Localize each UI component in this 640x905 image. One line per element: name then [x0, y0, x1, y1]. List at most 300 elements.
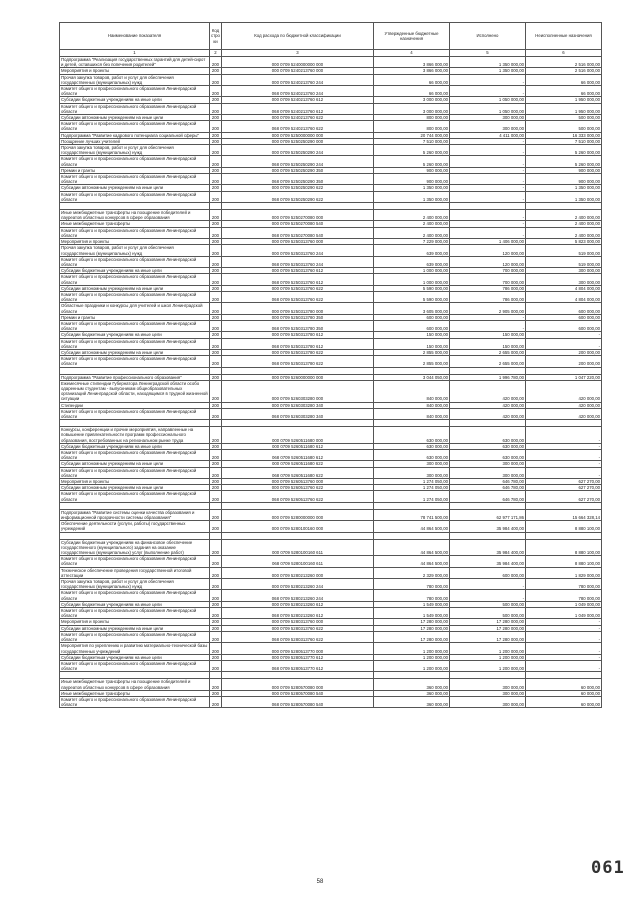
row-approved-cell: 1 549 000,00 — [374, 608, 450, 619]
row-name-cell: Субсидии бюджетным учреждениям на иные цели — [60, 332, 210, 338]
header-classification: Код расхода по бюджетной классификации — [222, 23, 374, 50]
row-executed-cell: 1 350 000,00 — [450, 57, 526, 68]
row-name-cell: Иные межбюджетные трансферты — [60, 221, 210, 227]
header-unexecuted: Неисполненные назначения — [526, 23, 602, 50]
table-row — [60, 338, 602, 349]
row-name-cell: Субсидии автономным учреждениям на иные цели — [60, 185, 210, 191]
row-classification-cell: 068 0709 5250250290 350 — [222, 174, 374, 185]
row-classification-cell: 000 0709 5280513770 000 — [222, 643, 374, 654]
row-unexecuted-cell: 2 400 000,00 — [526, 221, 602, 227]
row-classification-cell: 000 0709 5240213760 612 — [222, 97, 374, 103]
table-row — [60, 210, 602, 221]
row-unexecuted-cell: 60 000,00 — [526, 679, 602, 690]
row-name-cell: Прочая закупка товаров, работ и услуг для обеспечения государственных (муниципальных) нужд — [60, 145, 210, 156]
row-name-cell: Комитет общего и профессионального образования Ленинградской области — [60, 631, 210, 642]
table-row — [60, 274, 602, 285]
row-line-code-cell: 200 — [210, 625, 222, 631]
row-executed-cell: - — [450, 185, 526, 191]
table-row — [60, 590, 602, 601]
row-approved-cell: 7 229 000,00 — [374, 239, 450, 245]
header-line-code: Код стро ки — [210, 23, 222, 50]
spacer-cell — [526, 420, 602, 427]
row-approved-cell: 630 000,00 — [374, 450, 450, 461]
column-number: 4 — [374, 50, 450, 57]
row-line-code-cell: 200 — [210, 631, 222, 642]
row-unexecuted-cell: 66 000,00 — [526, 86, 602, 97]
row-approved-cell: 150 000,00 — [374, 338, 450, 349]
table-row — [60, 145, 602, 156]
row-classification-cell: 068 0709 5280100160 611 — [222, 556, 374, 567]
row-unexecuted-cell: 2 516 000,00 — [526, 57, 602, 68]
row-classification-cell: 000 0709 5250313780 612 — [222, 332, 374, 338]
row-name-cell: Комитет общего и профессионального образования Ленинградской области — [60, 256, 210, 267]
row-line-code-cell: 200 — [210, 608, 222, 619]
row-name-cell: Субсидии автономным учреждениям на иные цели — [60, 461, 210, 467]
row-name-cell: Мероприятия и проекты — [60, 479, 210, 485]
row-approved-cell: 600 000,00 — [374, 314, 450, 320]
row-approved-cell: 2 855 000,00 — [374, 349, 450, 355]
row-name-cell: Комитет общего и профессионального образования Ленинградской области — [60, 660, 210, 671]
row-approved-cell: 900 000,00 — [374, 167, 450, 173]
row-approved-cell: 1 350 000,00 — [374, 185, 450, 191]
spacer-cell — [374, 420, 450, 427]
row-approved-cell: 2 400 000,00 — [374, 221, 450, 227]
row-classification-cell: 000 0709 5260513760 622 — [222, 485, 374, 491]
row-name-cell: Комитет общего и профессионального образования Ленинградской области — [60, 338, 210, 349]
row-classification-cell: 000 0709 5250270080 000 — [222, 210, 374, 221]
row-executed-cell: 420 000,00 — [450, 402, 526, 408]
spacer-row — [60, 532, 602, 539]
table-row — [60, 380, 602, 402]
row-classification-cell: 000 0709 5280000000 000 — [222, 509, 374, 520]
row-line-code-cell: 200 — [210, 509, 222, 520]
row-unexecuted-cell: - — [526, 332, 602, 338]
column-number: 3 — [222, 50, 374, 57]
row-executed-cell: 300 000,00 — [450, 679, 526, 690]
table-row — [60, 643, 602, 654]
spacer-cell — [374, 532, 450, 539]
row-executed-cell: 300 000,00 — [450, 461, 526, 467]
row-name-cell: Комитет общего и профессионального образования Ленинградской области — [60, 274, 210, 285]
row-unexecuted-cell: 200 000,00 — [526, 356, 602, 367]
row-approved-cell: 17 280 000,00 — [374, 619, 450, 625]
row-name-cell: Премии и гранты — [60, 167, 210, 173]
row-name-cell: Субсидии автономным учреждениям на иные цели — [60, 485, 210, 491]
spacer-cell — [374, 367, 450, 374]
table-body — [60, 57, 602, 708]
row-name-cell: Комитет общего и профессионального образования Ленинградской области — [60, 356, 210, 367]
row-classification-cell: 000 0709 5280513770 612 — [222, 654, 374, 660]
row-name-cell: Стипендии — [60, 402, 210, 408]
row-classification-cell: 000 0709 5280213260 000 — [222, 567, 374, 578]
row-name-cell: Комитет общего и профессионального образования Ленинградской области — [60, 191, 210, 202]
row-unexecuted-cell: - — [526, 654, 602, 660]
row-approved-cell: 78 741 500,00 — [374, 509, 450, 520]
spacer-cell — [222, 532, 374, 539]
row-classification-cell: 068 0709 5250313760 622 — [222, 291, 374, 302]
row-name-cell: Субсидии бюджетным учреждениям на иные цели — [60, 654, 210, 660]
row-classification-cell: 000 0709 5260511680 000 — [222, 427, 374, 444]
row-line-code-cell: 200 — [210, 285, 222, 291]
column-number: 2 — [210, 50, 222, 57]
row-line-code-cell: 200 — [210, 696, 222, 707]
table-row — [60, 509, 602, 520]
table-row — [60, 86, 602, 97]
row-unexecuted-cell: 60 000,00 — [526, 696, 602, 707]
row-classification-cell: 068 0709 5250250290 622 — [222, 191, 374, 202]
row-name-cell: Комитет общего и профессионального образования Ленинградской области — [60, 608, 210, 619]
row-name-cell: Комитет общего и профессионального образования Ленинградской области — [60, 467, 210, 478]
row-approved-cell: 780 000,00 — [374, 590, 450, 601]
row-classification-cell: 000 0709 5280213260 244 — [222, 579, 374, 590]
row-executed-cell: 420 000,00 — [450, 380, 526, 402]
row-executed-cell: - — [450, 221, 526, 227]
row-unexecuted-cell: 8 880 100,00 — [526, 539, 602, 556]
row-line-code-cell: 200 — [210, 274, 222, 285]
table-row — [60, 427, 602, 444]
row-name-cell: Комитет общего и профессионального образования Ленинградской области — [60, 86, 210, 97]
row-name-cell: Комитет общего и профессионального образования Ленинградской области — [60, 227, 210, 238]
row-line-code-cell: 200 — [210, 461, 222, 467]
row-unexecuted-cell: 420 000,00 — [526, 380, 602, 402]
row-line-code-cell: 200 — [210, 679, 222, 690]
table-row — [60, 227, 602, 238]
table-row — [60, 256, 602, 267]
row-approved-cell: 3 605 000,00 — [374, 303, 450, 314]
row-executed-cell: - — [450, 191, 526, 202]
row-unexecuted-cell: 300 000,00 — [526, 268, 602, 274]
row-approved-cell: 840 000,00 — [374, 380, 450, 402]
row-classification-cell: 000 0709 5240213760 244 — [222, 74, 374, 85]
row-line-code-cell: 200 — [210, 332, 222, 338]
row-line-code-cell: 200 — [210, 356, 222, 367]
row-name-cell: Мероприятия по укреплению и развитию материально-технической базы государственных учреждений — [60, 643, 210, 654]
row-approved-cell: 3 000 000,00 — [374, 103, 450, 114]
row-name-cell: Комитет общего и профессионального образования Ленинградской области — [60, 320, 210, 331]
row-unexecuted-cell: 4 804 000,00 — [526, 291, 602, 302]
row-classification-cell: 068 0709 5250313780 622 — [222, 356, 374, 367]
row-executed-cell: - — [450, 210, 526, 221]
row-unexecuted-cell: 900 000,00 — [526, 174, 602, 185]
row-unexecuted-cell: 1 950 000,00 — [526, 103, 602, 114]
spacer-cell — [210, 672, 222, 679]
row-approved-cell: 1 274 050,00 — [374, 485, 450, 491]
table-row — [60, 491, 602, 502]
page-stamp-number: 061 — [591, 858, 625, 878]
spacer-row — [60, 203, 602, 210]
row-executed-cell: 1 996 780,00 — [450, 374, 526, 380]
row-unexecuted-cell: - — [526, 643, 602, 654]
row-line-code-cell: 200 — [210, 291, 222, 302]
row-executed-cell: 1 200 000,00 — [450, 643, 526, 654]
row-executed-cell: - — [450, 314, 526, 320]
row-classification-cell: 000 0709 5260511680 612 — [222, 443, 374, 449]
row-classification-cell: 000 0709 5250250290 000 — [222, 138, 374, 144]
row-executed-cell: - — [450, 579, 526, 590]
row-approved-cell: 300 000,00 — [374, 467, 450, 478]
row-executed-cell: 1 200 000,00 — [450, 654, 526, 660]
row-name-cell: Комитет общего и профессионального образования Ленинградской области — [60, 556, 210, 567]
column-number: 6 — [526, 50, 602, 57]
spacer-cell — [450, 367, 526, 374]
row-name-cell: Прочая закупка товаров, работ и услуг для обеспечения государственных (муниципальных) нужд — [60, 74, 210, 85]
row-unexecuted-cell: 2 516 000,00 — [526, 68, 602, 74]
row-line-code-cell: 200 — [210, 121, 222, 132]
row-executed-cell: 35 984 400,00 — [450, 521, 526, 532]
row-approved-cell: 1 274 050,00 — [374, 479, 450, 485]
row-unexecuted-cell: 627 270,00 — [526, 491, 602, 502]
row-approved-cell: 360 000,00 — [374, 690, 450, 696]
row-line-code-cell: 200 — [210, 268, 222, 274]
table-row — [60, 579, 602, 590]
row-line-code-cell: 200 — [210, 601, 222, 607]
row-approved-cell: 2 329 000,00 — [374, 567, 450, 578]
table-row — [60, 467, 602, 478]
row-approved-cell: 800 000,00 — [374, 115, 450, 121]
row-approved-cell: 360 000,00 — [374, 696, 450, 707]
spacer-row — [60, 502, 602, 509]
row-executed-cell: - — [450, 320, 526, 331]
row-line-code-cell: 200 — [210, 338, 222, 349]
row-unexecuted-cell: - — [526, 443, 602, 449]
spacer-cell — [450, 532, 526, 539]
table-row — [60, 57, 602, 68]
row-name-cell: Подпрограмма "Развитие профессионального образования" — [60, 374, 210, 380]
header-executed: Исполнено — [450, 23, 526, 50]
row-classification-cell: 000 0709 5260511680 622 — [222, 461, 374, 467]
row-approved-cell: 600 000,00 — [374, 320, 450, 331]
row-line-code-cell: 200 — [210, 210, 222, 221]
row-unexecuted-cell: 600 000,00 — [526, 303, 602, 314]
row-classification-cell: 000 0709 5250000000 000 — [222, 132, 374, 138]
row-line-code-cell: 200 — [210, 485, 222, 491]
row-classification-cell: 000 0709 5250250290 244 — [222, 145, 374, 156]
row-classification-cell: 000 0709 5280570080 540 — [222, 690, 374, 696]
row-classification-cell: 000 0709 5250313760 000 — [222, 239, 374, 245]
row-name-cell: Обеспечение деятельности (услуги, работы) государственных учреждений — [60, 521, 210, 532]
header-name: Наименование показателя — [60, 23, 210, 50]
row-approved-cell: 900 000,00 — [374, 174, 450, 185]
row-classification-cell: 068 0709 5280513770 612 — [222, 660, 374, 671]
row-executed-cell: 786 000,00 — [450, 291, 526, 302]
row-classification-cell: 068 0709 5250313780 350 — [222, 320, 374, 331]
row-executed-cell: 600 000,00 — [450, 567, 526, 578]
row-classification-cell: 000 0709 5250250290 622 — [222, 185, 374, 191]
row-executed-cell: 1 050 000,00 — [450, 97, 526, 103]
row-approved-cell: 5 590 000,00 — [374, 285, 450, 291]
row-unexecuted-cell: 900 000,00 — [526, 167, 602, 173]
row-line-code-cell: 200 — [210, 402, 222, 408]
row-classification-cell: 068 0709 5250270080 540 — [222, 227, 374, 238]
row-unexecuted-cell: 1 829 000,00 — [526, 567, 602, 578]
row-approved-cell: 1 200 000,00 — [374, 654, 450, 660]
row-line-code-cell: 200 — [210, 654, 222, 660]
row-unexecuted-cell: - — [526, 660, 602, 671]
row-line-code-cell: 200 — [210, 167, 222, 173]
row-name-cell: Подпрограмма "Развитие кадрового потенциала социальной сферы" — [60, 132, 210, 138]
row-line-code-cell: 200 — [210, 643, 222, 654]
row-executed-cell: 1 200 000,00 — [450, 660, 526, 671]
row-approved-cell: 66 000,00 — [374, 74, 450, 85]
row-executed-cell: - — [450, 167, 526, 173]
row-line-code-cell: 200 — [210, 68, 222, 74]
row-classification-cell: 000 0709 5240213760 000 — [222, 68, 374, 74]
row-classification-cell: 068 0709 5280570080 540 — [222, 696, 374, 707]
row-line-code-cell: 200 — [210, 320, 222, 331]
row-approved-cell: 800 000,00 — [374, 121, 450, 132]
row-name-cell: Конкурсы, конференции и прочие мероприятия, направленные на повышение привлекательности программ профессионального образования, востребованных на региональном рынке труда — [60, 427, 210, 444]
row-line-code-cell: 200 — [210, 443, 222, 449]
row-name-cell: Комитет общего и профессионального образования Ленинградской области — [60, 103, 210, 114]
row-approved-cell: 1 000 000,00 — [374, 268, 450, 274]
table-row — [60, 356, 602, 367]
row-line-code-cell: 200 — [210, 74, 222, 85]
row-classification-cell: 068 0709 5260513760 622 — [222, 491, 374, 502]
row-unexecuted-cell: 300 000,00 — [526, 274, 602, 285]
row-name-cell: Комитет общего и профессионального образования Ленинградской области — [60, 174, 210, 185]
row-approved-cell: 44 864 500,00 — [374, 556, 450, 567]
row-line-code-cell: 200 — [210, 145, 222, 156]
row-approved-cell: 1 200 000,00 — [374, 643, 450, 654]
row-executed-cell: 300 000,00 — [450, 467, 526, 478]
row-unexecuted-cell: 1 350 000,00 — [526, 191, 602, 202]
row-line-code-cell: 200 — [210, 374, 222, 380]
row-unexecuted-cell: - — [526, 625, 602, 631]
row-line-code-cell: 200 — [210, 491, 222, 502]
row-classification-cell: 068 0709 5260303280 340 — [222, 408, 374, 419]
row-executed-cell: 1 406 000,00 — [450, 239, 526, 245]
row-name-cell: Премии и гранты — [60, 314, 210, 320]
row-classification-cell: 000 0709 5260303280 000 — [222, 380, 374, 402]
row-unexecuted-cell: 7 510 000,00 — [526, 138, 602, 144]
row-approved-cell: 3 000 000,00 — [374, 97, 450, 103]
row-name-cell: Комитет общего и профессионального образования Ленинградской области — [60, 491, 210, 502]
row-executed-cell: 300 000,00 — [450, 696, 526, 707]
row-executed-cell: 120 000,00 — [450, 245, 526, 256]
row-executed-cell: 646 780,00 — [450, 485, 526, 491]
row-line-code-cell: 200 — [210, 191, 222, 202]
row-approved-cell: 44 864 500,00 — [374, 539, 450, 556]
row-unexecuted-cell: 8 880 100,00 — [526, 521, 602, 532]
row-name-cell: Комитет общего и профессионального образования Ленинградской области — [60, 696, 210, 707]
spacer-cell — [210, 203, 222, 210]
row-unexecuted-cell: 600 000,00 — [526, 314, 602, 320]
table-row — [60, 245, 602, 256]
spacer-cell — [210, 420, 222, 427]
row-classification-cell: 000 0709 5240000000 000 — [222, 57, 374, 68]
row-line-code-cell: 200 — [210, 185, 222, 191]
row-classification-cell: 068 0709 5280213260 244 — [222, 590, 374, 601]
row-executed-cell: 300 000,00 — [450, 690, 526, 696]
row-unexecuted-cell: 5 260 000,00 — [526, 156, 602, 167]
row-classification-cell: 000 0709 5240213760 622 — [222, 115, 374, 121]
row-line-code-cell: 200 — [210, 132, 222, 138]
row-name-cell: Подпрограмма "Реализация государственных гарантий для детей-сирот и детей, оставшихся без попечения родителей" — [60, 57, 210, 68]
table-row — [60, 567, 602, 578]
row-approved-cell: 5 260 000,00 — [374, 145, 450, 156]
row-name-cell: Субсидии автономным учреждениям на иные цели — [60, 115, 210, 121]
table-row — [60, 408, 602, 419]
header-approved: Утвержденные бюджетные назначения — [374, 23, 450, 50]
row-approved-cell: 300 000,00 — [374, 461, 450, 467]
row-line-code-cell: 200 — [210, 227, 222, 238]
row-line-code-cell: 200 — [210, 660, 222, 671]
row-classification-cell: 068 0709 5240213760 622 — [222, 121, 374, 132]
table-row — [60, 631, 602, 642]
row-executed-cell: 1 350 000,00 — [450, 68, 526, 74]
row-executed-cell: - — [450, 145, 526, 156]
budget-table — [59, 22, 602, 708]
spacer-cell — [222, 367, 374, 374]
page-number: 58 — [316, 879, 324, 885]
row-line-code-cell: 200 — [210, 619, 222, 625]
spacer-cell — [222, 672, 374, 679]
row-executed-cell: 150 000,00 — [450, 332, 526, 338]
row-line-code-cell: 200 — [210, 221, 222, 227]
row-executed-cell: 420 000,00 — [450, 408, 526, 419]
row-executed-cell: 700 000,00 — [450, 268, 526, 274]
row-executed-cell: 300 000,00 — [450, 121, 526, 132]
spacer-cell — [526, 367, 602, 374]
table-row — [60, 74, 602, 85]
row-executed-cell: - — [450, 174, 526, 185]
row-executed-cell: 630 000,00 — [450, 427, 526, 444]
row-executed-cell: 300 000,00 — [450, 115, 526, 121]
row-approved-cell: 5 590 000,00 — [374, 291, 450, 302]
row-executed-cell: 35 984 400,00 — [450, 539, 526, 556]
row-unexecuted-cell: 420 000,00 — [526, 402, 602, 408]
row-classification-cell: 000 0709 5260000000 000 — [222, 374, 374, 380]
table-row — [60, 174, 602, 185]
spacer-cell — [210, 532, 222, 539]
row-name-cell: Комитет общего и профессионального образования Ленинградской области — [60, 156, 210, 167]
row-unexecuted-cell: 420 000,00 — [526, 408, 602, 419]
row-classification-cell: 068 0709 5240213760 244 — [222, 86, 374, 97]
row-executed-cell: 786 000,00 — [450, 285, 526, 291]
row-name-cell: Субсидии автономным учреждениям на иные цели — [60, 285, 210, 291]
row-approved-cell: 2 855 000,00 — [374, 356, 450, 367]
row-executed-cell: 4 411 000,00 — [450, 132, 526, 138]
row-name-cell: Субсидии бюджетным учреждениям на иные цели — [60, 443, 210, 449]
row-classification-cell: 000 0709 5250313780 350 — [222, 314, 374, 320]
row-line-code-cell: 200 — [210, 138, 222, 144]
row-name-cell: Комитет общего и профессионального образования Ленинградской области — [60, 291, 210, 302]
row-classification-cell: 068 0709 5240213760 612 — [222, 103, 374, 114]
row-name-cell: Субсидии бюджетным учреждениям на иные цели — [60, 268, 210, 274]
column-number: 5 — [450, 50, 526, 57]
row-name-cell: Субсидии бюджетным учреждениям на финансовое обеспечение государственного (муниципального) задания на оказание государственных (муниципальных) услуг (выполнение работ) — [60, 539, 210, 556]
row-line-code-cell: 200 — [210, 521, 222, 532]
row-classification-cell: 000 0709 5280100160 000 — [222, 521, 374, 532]
row-unexecuted-cell: 15 664 328,14 — [526, 509, 602, 520]
spacer-cell — [210, 502, 222, 509]
row-approved-cell: 1 549 000,00 — [374, 601, 450, 607]
row-classification-cell: 068 0709 5250250290 244 — [222, 156, 374, 167]
row-approved-cell: 1 200 000,00 — [374, 660, 450, 671]
row-line-code-cell: 200 — [210, 479, 222, 485]
row-unexecuted-cell: - — [526, 427, 602, 444]
row-unexecuted-cell: 2 400 000,00 — [526, 227, 602, 238]
row-executed-cell: 2 655 000,00 — [450, 349, 526, 355]
row-name-cell: Мероприятия и проекты — [60, 68, 210, 74]
row-executed-cell: 17 280 000,00 — [450, 631, 526, 642]
row-classification-cell: 000 0709 5250313780 622 — [222, 349, 374, 355]
row-approved-cell: 3 044 050,00 — [374, 374, 450, 380]
spacer-cell — [450, 672, 526, 679]
spacer-row — [60, 367, 602, 374]
row-line-code-cell: 200 — [210, 57, 222, 68]
spacer-row — [60, 420, 602, 427]
